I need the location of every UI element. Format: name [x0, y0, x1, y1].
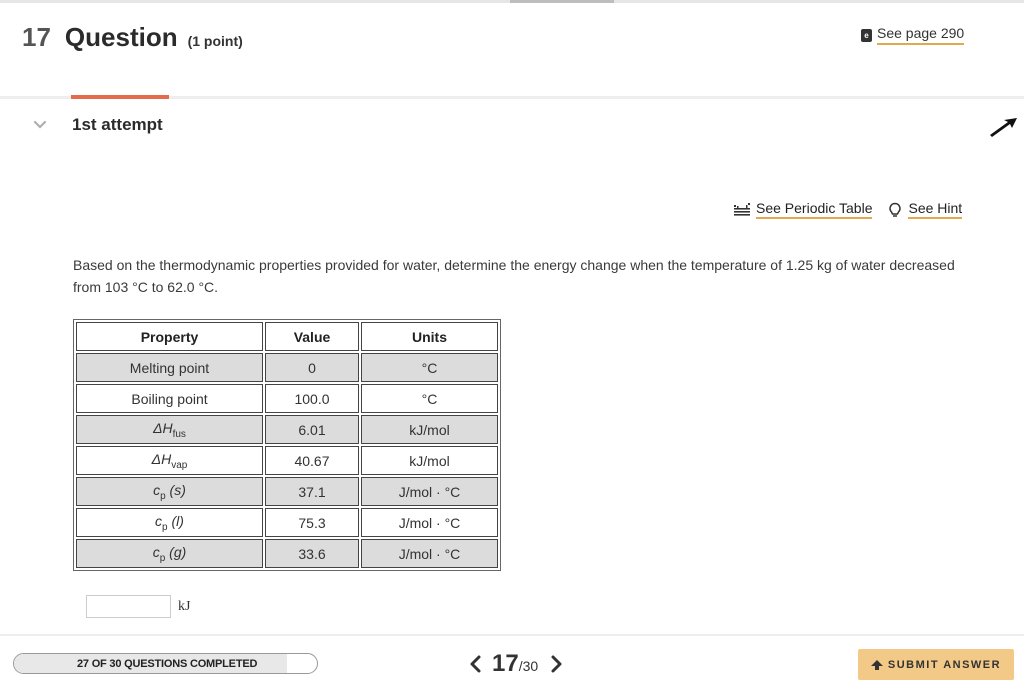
progress-bar[interactable] [13, 653, 318, 674]
periodic-table-icon [734, 203, 750, 216]
hint-link[interactable] [888, 200, 962, 219]
periodic-table-link[interactable] [734, 200, 872, 219]
units-cell: °C [361, 353, 498, 382]
property-phase: (g) [165, 543, 187, 560]
value-cell: 33.6 [265, 539, 359, 568]
units-cell: J/mol · °C [361, 477, 498, 506]
table-row [76, 415, 498, 444]
property-symbol: c [152, 543, 160, 560]
answer-unit-label: kJ [178, 598, 191, 614]
table-row [76, 384, 498, 413]
value-cell: 37.1 [265, 477, 359, 506]
column-header-units: Units [361, 322, 498, 351]
table-row [76, 353, 498, 382]
property-subscript: vap [171, 459, 188, 471]
value-cell: 0 [265, 353, 359, 382]
question-header [22, 22, 243, 53]
property-subscript: p [162, 521, 168, 533]
value-cell: 100.0 [265, 384, 359, 413]
property-phase: (s) [165, 481, 186, 498]
property-symbol: ΔH [151, 450, 172, 467]
upload-icon [871, 660, 883, 670]
attempt-label: 1st attempt [72, 115, 163, 134]
question-title: Question [64, 22, 178, 52]
properties-table [73, 319, 501, 571]
book-icon: e [861, 29, 872, 42]
table-header-row [76, 322, 498, 351]
units-cell: kJ/mol [361, 446, 498, 475]
property-cell [76, 539, 263, 568]
current-question-number: 17 [492, 650, 519, 677]
property-phase: (l) [167, 512, 184, 529]
top-scrollbar[interactable] [0, 0, 1024, 3]
answer-input[interactable] [86, 595, 171, 618]
property-symbol: c [153, 481, 161, 498]
units-cell: kJ/mol [361, 415, 498, 444]
table-row [76, 508, 498, 537]
property-cell [76, 415, 263, 444]
progress-label: 27 OF 30 QUESTIONS COMPLETED [77, 658, 258, 670]
table-row [76, 539, 498, 568]
submit-answer-label: SUBMIT ANSWER [887, 658, 1002, 671]
property-cell [76, 446, 263, 475]
property-subscript: p [160, 490, 166, 502]
attempt-toggle[interactable] [32, 115, 163, 135]
column-header-value: Value [265, 322, 359, 351]
property-symbol: c [155, 512, 163, 529]
active-tab-indicator [71, 95, 169, 99]
question-pager [466, 650, 566, 678]
footer-divider [0, 634, 1024, 636]
units-cell: J/mol · °C [361, 508, 498, 537]
property-cell [76, 477, 263, 506]
lightbulb-icon [888, 202, 902, 218]
chevron-left-icon[interactable] [466, 653, 486, 675]
answer-row [86, 595, 190, 618]
table-row [76, 477, 498, 506]
mouse-cursor-icon [988, 116, 1018, 138]
scrollbar-thumb[interactable] [510, 0, 614, 3]
value-cell: 40.67 [265, 446, 359, 475]
question-number: 17 [22, 22, 51, 52]
submit-answer-button[interactable] [858, 649, 1014, 680]
chevron-right-icon[interactable] [546, 653, 566, 675]
value-cell: 75.3 [265, 508, 359, 537]
question-tools [734, 200, 962, 219]
question-prompt: Based on the thermodynamic properties provided for water, determine the energy change when the temperature of 1.25 kg of water decreased from 103 °C to 62.0 °C. [73, 257, 955, 295]
total-questions: /30 [518, 658, 539, 674]
chevron-down-icon [32, 117, 48, 133]
property-symbol: ΔH [153, 419, 173, 436]
question-points: (1 point) [187, 33, 243, 49]
property-subscript: fus [172, 428, 186, 440]
property-cell: Boiling point [76, 384, 263, 413]
table-row [76, 446, 498, 475]
units-cell: J/mol · °C [361, 539, 498, 568]
periodic-table-label: See Periodic Table [756, 200, 872, 219]
property-cell: Melting point [76, 353, 263, 382]
units-cell: °C [361, 384, 498, 413]
column-header-property: Property [76, 322, 263, 351]
value-cell: 6.01 [265, 415, 359, 444]
see-page-label: See page 290 [877, 25, 964, 45]
property-subscript: p [159, 552, 166, 564]
hint-label: See Hint [908, 200, 962, 219]
see-page-link[interactable] [861, 25, 964, 45]
property-cell [76, 508, 263, 537]
